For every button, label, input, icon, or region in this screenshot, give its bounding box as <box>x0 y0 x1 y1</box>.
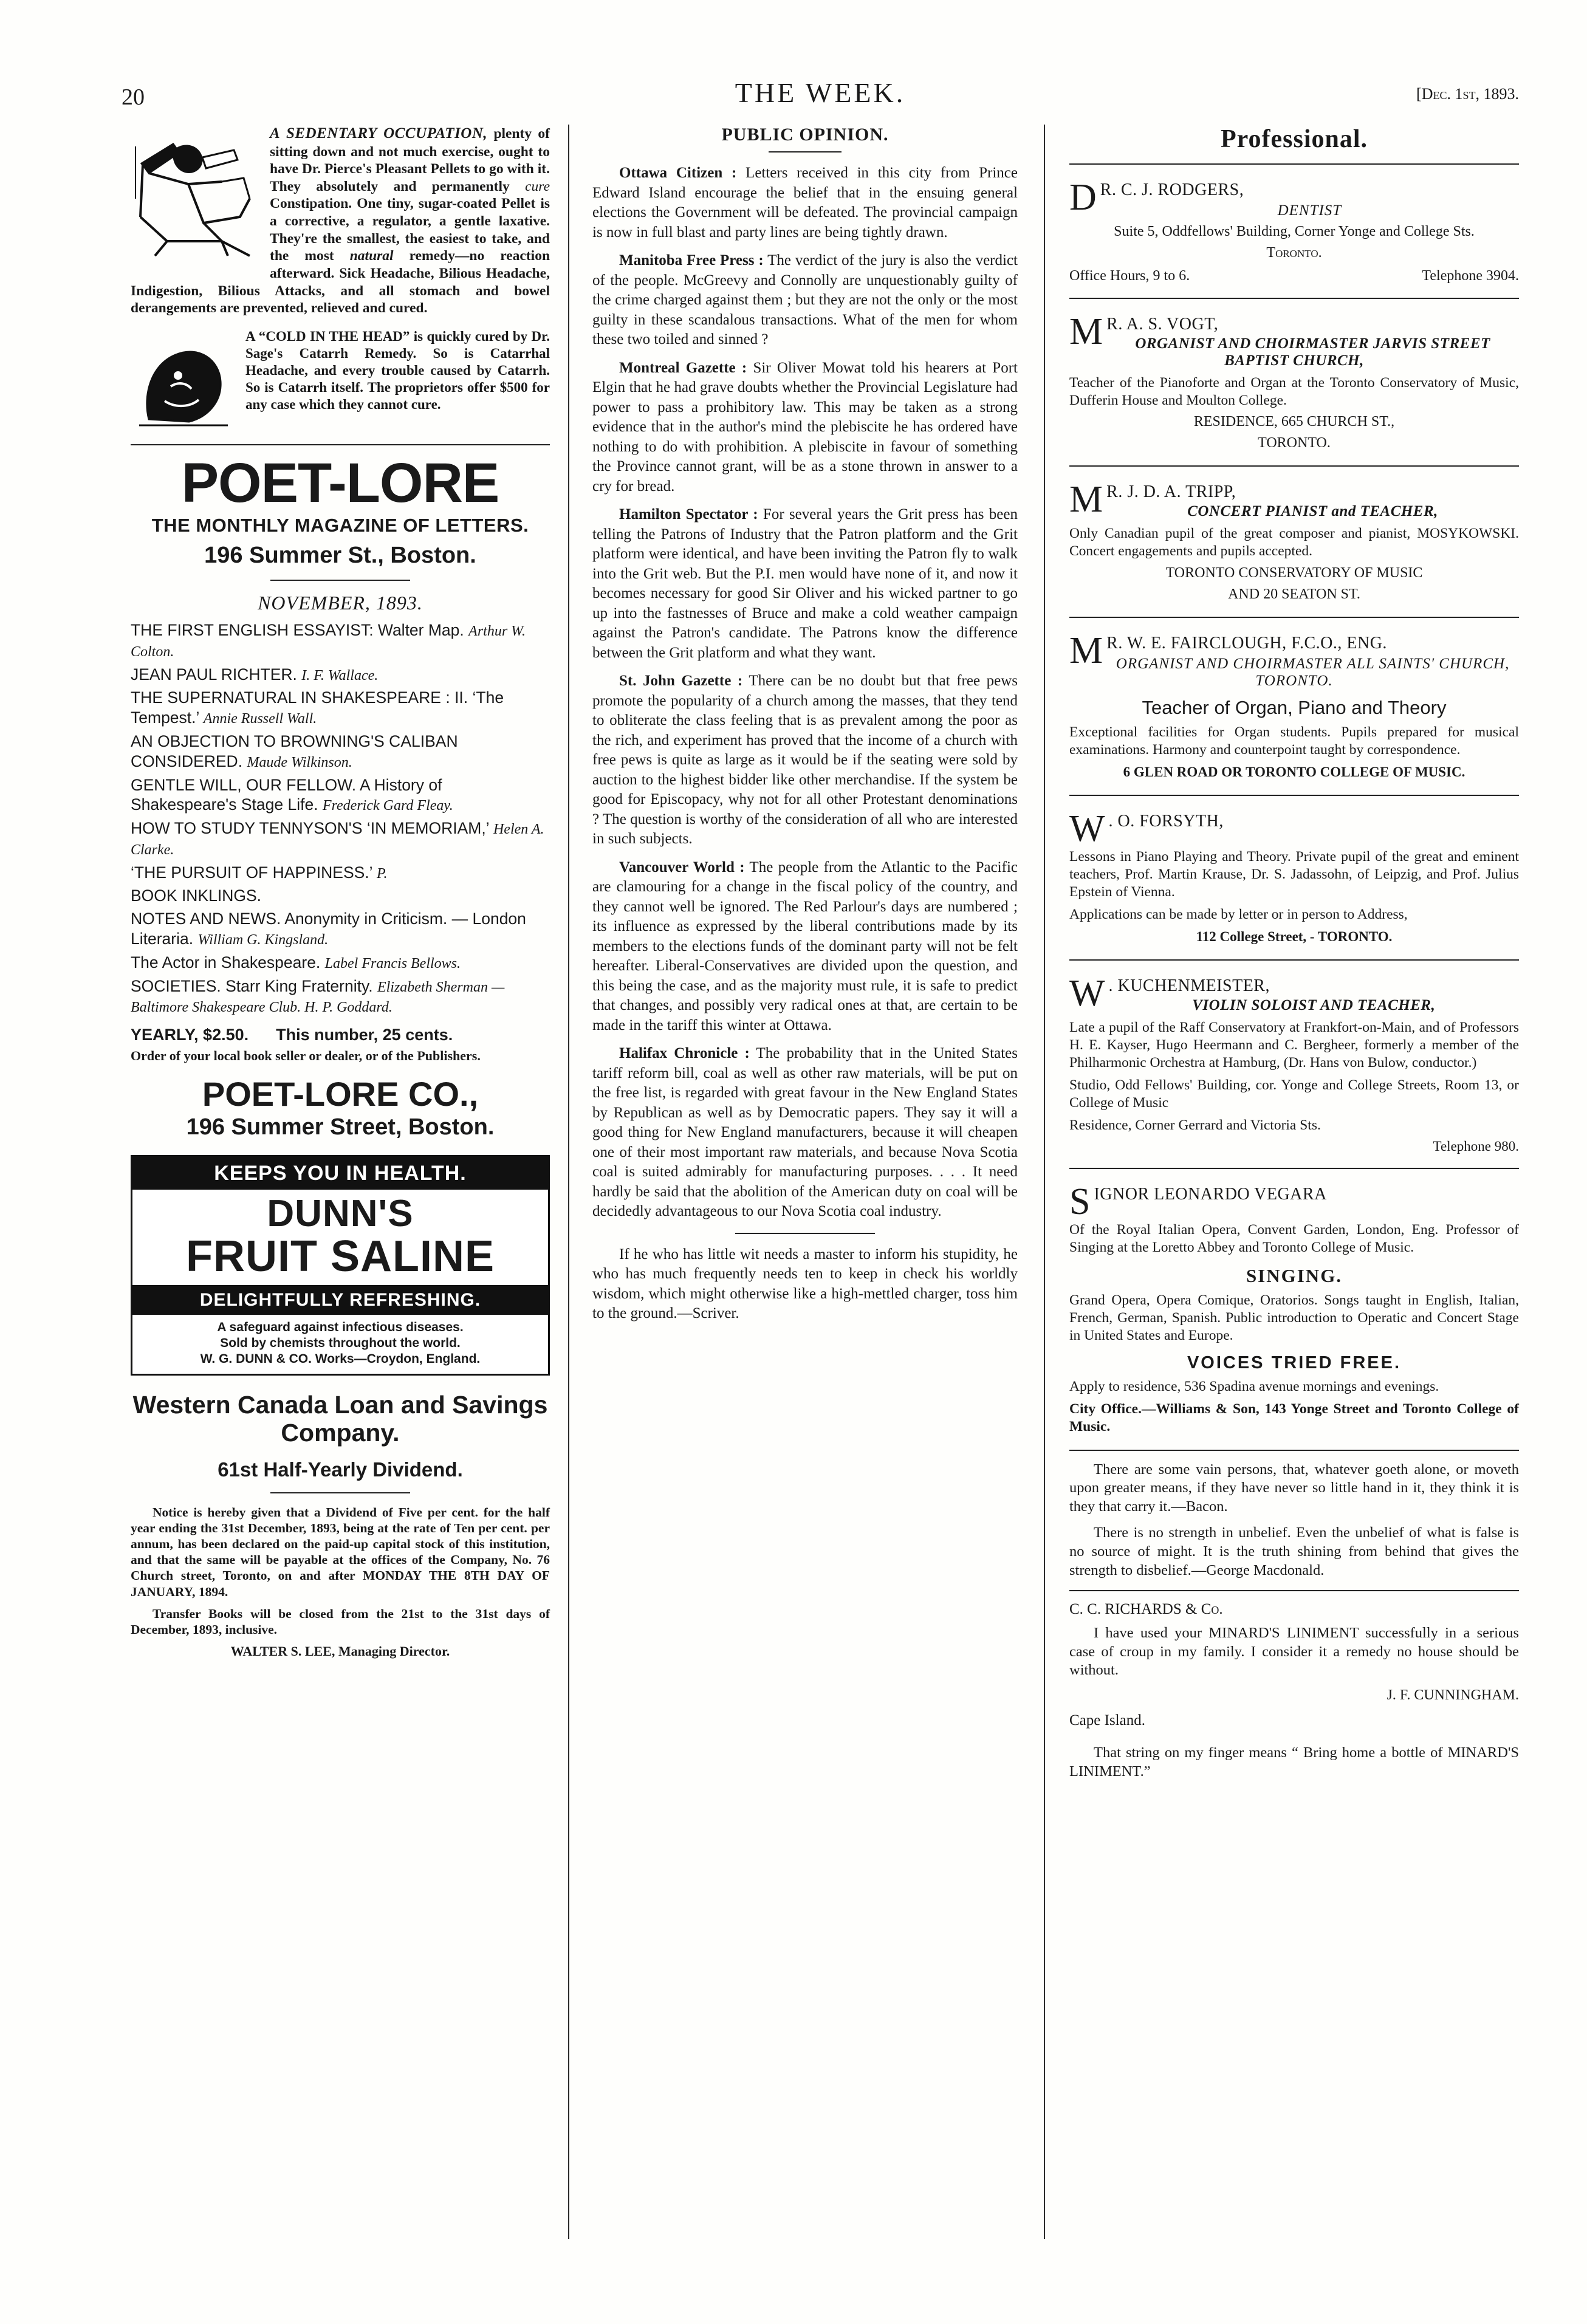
professional-card <box>1069 476 1519 606</box>
dunns-band-bottom: DELIGHTFULLY REFRESHING. <box>132 1285 548 1315</box>
contents-author: Annie Russell Wall. <box>203 711 317 727</box>
ad-lead-text-3: and the most <box>270 230 550 264</box>
card-role: ORGANIST AND CHOIRMASTER JARVIS STREET BAPTIST CHURCH, <box>1135 335 1490 369</box>
seated-reader-illustration <box>131 126 261 269</box>
ad-minards-liniment <box>1069 1601 1519 1781</box>
professional-card <box>1069 970 1519 1158</box>
ad-natural-word: natural <box>349 248 394 264</box>
contents-author: Helen A. Clarke. <box>131 821 544 858</box>
ad-dunns-fruit-saline <box>131 1155 550 1375</box>
contents-author: Arthur W. Colton. <box>131 623 526 660</box>
divider <box>1069 1590 1519 1591</box>
opinion-text: Letters received in this city from Prince Edward Island encourage the belief that in the ensuing general elections the Government will be defeated. The provincial campaign is now in full blast and party lines are being tightly drawn. <box>592 165 1018 241</box>
professional-card <box>1069 1179 1519 1440</box>
drop-cap: M <box>1069 311 1103 352</box>
card-name: R. J. D. A. TRIPP, <box>1106 482 1236 502</box>
card-description: Teacher of the Pianoforte and Organ at the Toronto Conservatory of Music, Dufferin House and Moulton College. <box>1069 375 1519 409</box>
contents-title: AN OBJECTION TO BROWNING'S CALIBAN CONSIDERED. <box>131 732 458 770</box>
contents-title: The Actor in Shakespeare. <box>131 953 321 972</box>
card-role: CONCERT PIANIST and TEACHER, <box>1187 503 1438 520</box>
list-item <box>131 863 550 883</box>
contents-title: HOW TO STUDY TENNYSON'S ‘IN MEMORIAM,’ <box>131 819 489 838</box>
professional-card <box>1069 174 1519 288</box>
professional-card <box>1069 309 1519 456</box>
dunns-fineprint <box>132 1315 548 1374</box>
professional-card <box>1069 806 1519 950</box>
opinion-item <box>592 358 1018 497</box>
opinion-item <box>592 1044 1018 1222</box>
testimonial-signature: J. F. CUNNINGHAM. <box>1386 1687 1519 1704</box>
poet-lore-order-line: Order of your local book seller or dealer, or of the Publishers. <box>131 1048 481 1064</box>
contents-author: Label Francis Bellows. <box>324 955 461 972</box>
dunns-fineprint-1: A safeguard against infectious diseases. <box>217 1320 464 1334</box>
card-address: 112 College Street, - TORONTO. <box>1196 929 1393 944</box>
opinion-text: The probability that in the United States tariff reform bill, coal as well as other raw materials, will be put on the free list, is regarded with great favour in the New England States by Republican as well as by Democratic papers. They say it will a good thing for New England manufacturers, because it will cheapen one of their most important raw materials, and because Nova Scotia coal is suited admirably for manufacturing purposes. . . . It need hardly be said that the abolition of the American duty on coal will be decidedly advantageous to our Nova Scotia coal industry. <box>592 1045 1018 1219</box>
list-item <box>131 953 550 973</box>
drop-cap: W <box>1069 972 1105 1014</box>
opinion-text: There can be no doubt but that free pews promote the popularity of a church among the masses, that they tend to obliterate the class feeling that is as prevalent among the poor as the rich, and experiment has proved that the income of a church with free pews is quite as large as it would be if the seating were sold by auction to the highest bidder like other merchandise. If the system be good for Episcopacy, why not for all other Protestant denominations ? The question is worthy of the consideration of all who are interested in such subjects. <box>592 673 1018 847</box>
opinion-text: The verdict of the jury is also the verdict of the people. McGreevy and Connolly are unquestionably guilty of the crime charged against them ; but they are not the only or the most guilty in these scandalous transactions. What of the men for whom these two toiled and sinned ? <box>592 252 1018 348</box>
column-professional-cards <box>1069 125 1519 1789</box>
card-headline: Teacher of Organ, Piano and Theory <box>1142 696 1447 718</box>
card-office-hours: Office Hours, 9 to 6. <box>1069 268 1190 284</box>
list-item <box>131 886 550 906</box>
contents-title: ‘THE PURSUIT OF HAPPINESS.’ <box>131 863 372 882</box>
card-apply-note: Apply to residence, 536 Spadina avenue mornings and evenings. <box>1069 1379 1439 1395</box>
column-rule-left <box>568 125 569 2239</box>
opinion-text: Sir Oliver Mowat told his hearers at Port Elgin that he had grave doubts whether the Provincial Legislature had power to pass a prohibitory law. This may be taken as a strong evidence that in the author's mind the plebiscite he has ordered have nothing to do with prohibition. A plebiscite in favour of something the Province cannot grant, will be as a stone thrown in answer to a cry for bread. <box>592 359 1018 495</box>
card-repertoire: Grand Opera, Opera Comique, Oratorios. Songs taught in English, Italian, French, German, Spanish. Public introduction to Operatic and Concert Stage in United States and Europe. <box>1069 1292 1519 1343</box>
list-item <box>131 665 550 685</box>
card-offer: VOICES TRIED FREE. <box>1187 1353 1402 1373</box>
wcl-notice-paragraph-2: Transfer Books will be closed from the 21st to the 31st days of December, 1893, inclusive. <box>131 1606 550 1637</box>
card-institution: TORONTO CONSERVATORY OF MUSIC <box>1165 564 1423 581</box>
poet-lore-company-address: 196 Summer Street, Boston. <box>186 1114 495 1140</box>
dunns-fineprint-2: Sold by chemists throughout the world. <box>220 1336 461 1351</box>
divider <box>270 1492 410 1493</box>
opinion-source: Ottawa Citizen : <box>619 165 737 181</box>
yearly-price: YEARLY, $2.50. <box>131 1026 249 1044</box>
wcl-dividend-heading: 61st Half-Yearly Dividend. <box>218 1458 463 1481</box>
ad-cure-word: cure <box>525 178 550 194</box>
dunns-band-top: KEEPS YOU IN HEALTH. <box>132 1157 548 1190</box>
list-item <box>131 976 550 1018</box>
poet-lore-company: POET-LORE CO., <box>202 1074 479 1113</box>
ad-western-canada-loan <box>131 1391 550 1660</box>
drop-cap: M <box>1069 629 1103 671</box>
card-name: . O. FORSYTH, <box>1108 811 1224 831</box>
opinion-item <box>592 163 1018 242</box>
list-item <box>131 775 550 816</box>
contents-title: BOOK INKLINGS. <box>131 886 262 905</box>
card-description: Late a pupil of the Raff Conservatory at Frankfort-on-Main, and of Professors H. E. Kayser, Hugo Heermann and C. Bergheer, formerly a member of the Philharmonic Orchestra at Hamburg, (Dr. Hans von Bulow, conductor.) <box>1069 1019 1519 1071</box>
poet-lore-contents <box>131 620 550 1017</box>
divider <box>1069 795 1519 796</box>
ad-poet-lore <box>131 452 550 1140</box>
opinion-source: Vancouver World : <box>619 859 745 876</box>
poet-lore-subtitle: THE MONTHLY MAGAZINE OF LETTERS. <box>151 515 529 536</box>
divider <box>1069 1168 1519 1169</box>
divider <box>1069 1450 1519 1451</box>
publication-title: THE WEEK. <box>735 77 906 108</box>
divider <box>735 1233 875 1234</box>
section-heading-professional: Professional. <box>1220 125 1368 153</box>
head-profile-illustration <box>131 328 237 434</box>
page-number: 20 <box>122 84 145 110</box>
opinion-source: St. John Gazette : <box>619 673 743 689</box>
card-name: R. A. S. VOGT, <box>1106 315 1219 334</box>
contents-author: Maude Wilkinson. <box>247 754 352 770</box>
section-heading-public-opinion: PUBLIC OPINION. <box>721 125 889 145</box>
card-city-office: City Office.—Williams & Son, 143 Yonge Street and Toronto College of Music. <box>1069 1401 1519 1435</box>
contents-author: William G. Kingsland. <box>197 932 329 948</box>
card-name: R. W. E. FAIRCLOUGH, F.C.O., ENG. <box>1106 633 1387 653</box>
contents-author: I. F. Wallace. <box>301 667 379 684</box>
contents-title: SOCIETIES. Starr King Fraternity. <box>131 976 373 995</box>
card-description: Exceptional facilities for Organ students. Pupils prepared for musical examinations. Harmony and counterpoint taught by correspondence. <box>1069 724 1519 758</box>
contents-author: Frederick Gard Fleay. <box>322 798 453 814</box>
liniment-tagline: That string on my finger means “ Bring home a bottle of MINARD'S LINIMENT.” <box>1069 1744 1519 1780</box>
wcl-notice-body <box>131 1504 550 1638</box>
card-telephone: Telephone 980. <box>1433 1138 1519 1154</box>
dunns-brand: DUNN'S <box>267 1193 414 1235</box>
opinion-source: Halifax Chronicle : <box>619 1045 750 1061</box>
ad-catarrh-text: A “COLD IN THE HEAD” is quickly cured by Dr. Sage's Catarrh Remedy. So is Catarrhal Headache, and every trouble caused by Catarrh. So is Catarrh itself. The proprietors offer $500 for any case which they cannot cure. <box>245 329 550 413</box>
card-name: R. C. J. RODGERS, <box>1100 180 1244 199</box>
card-role: DENTIST <box>1277 202 1342 219</box>
testimonial-place: Cape Island. <box>1069 1712 1145 1729</box>
ad-pierce-pellets <box>131 125 550 317</box>
divider <box>1069 465 1519 467</box>
list-item <box>131 688 550 728</box>
card-role: VIOLIN SOLOIST AND TEACHER, <box>1192 996 1436 1013</box>
drop-cap: D <box>1069 177 1097 218</box>
contents-title: JEAN PAUL RICHTER. <box>131 665 297 684</box>
card-address: AND 20 SEATON ST. <box>1228 586 1360 602</box>
card-city: TORONTO. <box>1258 435 1331 451</box>
opinion-text: For several years the Grit press has been telling the Patrons of Industry that the Patron platform and the Grit platform were identical, and have been inviting the Patron fly to walk into the Grit web. But the P.I. men would have none of it, and now it becomes necessary for good Sir Oliver and his wicked partner to go up into the fastnesses of Bruce and make a cold weather campaign against the Patron's candidate. The Patrons know the difference between the Grit platform and what they want. <box>592 506 1018 661</box>
divider <box>1069 617 1519 618</box>
opinion-source: Manitoba Free Press : <box>619 252 764 269</box>
ad-headline: A SEDENTARY OCCUPATION, <box>270 125 488 142</box>
dunns-product: FRUIT SALINE <box>186 1232 495 1281</box>
single-issue-price: This number, 25 cents. <box>276 1026 453 1044</box>
contents-title: GENTLE WILL, OUR FELLOW. A History of Shakespeare's Stage Life. <box>131 775 442 814</box>
ad-lead-text: plenty of sitting down and not much exercise, ought to have Dr. Pierce's Pleasant Pellets to go with it. They absolutely and permanently <box>270 126 550 194</box>
list-item <box>131 732 550 772</box>
drop-cap: M <box>1069 479 1103 521</box>
card-residence: RESIDENCE, 665 CHURCH ST., <box>1193 414 1395 430</box>
opinion-source: Montreal Gazette : <box>619 359 747 376</box>
divider <box>1069 163 1519 165</box>
contents-author: P. <box>376 865 388 882</box>
card-service-heading: SINGING. <box>1246 1264 1343 1286</box>
testimonial-addressee: C. C. RICHARDS & Co. <box>1069 1600 1223 1617</box>
list-item <box>131 818 550 860</box>
poet-lore-title: POET-LORE <box>181 452 499 515</box>
card-description: Of the Royal Italian Opera, Convent Garden, London, Eng. Professor of Singing at the Loretto Abbey and Toronto College of Music. <box>1069 1221 1519 1255</box>
poet-lore-issue-month: NOVEMBER, 1893. <box>258 592 423 614</box>
opinion-item <box>592 505 1018 663</box>
professional-card <box>1069 628 1519 785</box>
filler-quote: There are some vain persons, that, whatever goeth alone, or moveth upon greater means, if they have never so little hand in it, they think it is they that carry it.—Bacon. <box>1069 1461 1519 1515</box>
contents-title: THE SUPERNATURAL IN SHAKESPEARE : II. ‘The Tempest.’ <box>131 688 504 727</box>
filler-quote: There is no strength in unbelief. Even the unbelief of what is false is no source of might. It is the truth shining from behind that gives the strength to disbelief.—George Macdonald. <box>1069 1524 1519 1578</box>
card-city: Toronto. <box>1266 245 1322 261</box>
card-description: Only Canadian pupil of the great composer and pianist, MOSYKOWSKI. Concert engagements and pupils accepted. <box>1069 526 1519 560</box>
divider <box>1069 959 1519 961</box>
card-address: Suite 5, Oddfellows' Building, Corner Yonge and College Sts. <box>1114 224 1475 239</box>
drop-cap: S <box>1069 1181 1091 1222</box>
card-application-note: Applications can be made by letter or in person to Address, <box>1069 906 1408 922</box>
closing-maxim: If he who has little wit needs a master to inform his stupidity, he who has much frequently needs ten to keep in check his worldly wisdom, which might otherwise like a high-mettled charger, toss him to the ground.—Scriver. <box>592 1246 1018 1321</box>
card-residence: Residence, Corner Gerrard and Victoria Sts. <box>1069 1117 1321 1134</box>
list-item <box>131 909 550 950</box>
ad-catarrh-remedy <box>131 328 550 434</box>
wcl-company-name: Western Canada Loan and Savings Company. <box>132 1390 548 1447</box>
divider <box>769 151 841 153</box>
wcl-notice-paragraph-1: Notice is hereby given that a Dividend of Five per cent. for the half year ending the 31st December, 1893, being at the rate of Ten per cent. per annum, has been declared on the paid-up capital stock of this institution, and that the same will be payable at the offices of the Company, No. 76 Church street, Toronto, on and after MONDAY THE 8TH DAY OF JANUARY, 1894. <box>131 1504 550 1599</box>
drop-cap: W <box>1069 807 1105 849</box>
column-rule-right <box>1044 125 1045 2239</box>
divider <box>1069 298 1519 299</box>
opinion-text: The people from the Atlantic to the Pacific are clamouring for a change in the fiscal policy of the country, and they cannot well be ignored. The Red Parlour's days are numbered ; its influence as expressed by the liberal contributions made by its members to the elections funds of the dominant party will not be felt hereafter. Liberal-Conservatives are divided upon the question, and this being the case, and as the majority must rule, it is safe to predict that changes, and possibly very radical ones at that, are certain to be made in the tariff this winter at Ottawa. <box>592 859 1018 1033</box>
contents-author: Elizabeth Sherman — Baltimore Shakespeare Club. H. P. Goddard. <box>131 979 505 1016</box>
opinion-source: Hamilton Spectator : <box>619 506 758 523</box>
poet-lore-address: 196 Summer St., Boston. <box>204 543 476 569</box>
ad-lead-text-4: remedy—no reaction afterward. Sick Headache, Bilious Headache, Indigestion, Bilious Attacks, and all stomach and bowel derangements are prevented, relieved and cured. <box>131 248 550 317</box>
opinion-item <box>592 671 1018 849</box>
card-telephone: Telephone 3904. <box>1422 268 1519 284</box>
divider <box>270 580 410 581</box>
column-public-opinion <box>592 125 1018 1332</box>
wcl-signature: WALTER S. LEE, Managing Director. <box>230 1644 450 1659</box>
card-name: . KUCHENMEISTER, <box>1108 976 1270 995</box>
card-role: ORGANIST AND CHOIRMASTER ALL SAINTS' CHURCH, TORONTO. <box>1116 655 1510 689</box>
ad-lead-text-2: Constipation. One tiny, sugar-coated Pellet is a corrective, a regulator, a gentle laxative. They're the smallest, the easiest to take, <box>270 196 550 247</box>
opinion-item <box>592 858 1018 1036</box>
card-name: IGNOR LEONARDO VEGARA <box>1094 1184 1327 1204</box>
testimonial-body: I have used your MINARD'S LINIMENT successfully in a serious case of croup in my family. I consider it a remedy no house should be without. <box>1069 1624 1519 1679</box>
issue-date: [Dec. 1st, 1893. <box>1416 85 1519 103</box>
card-description: Lessons in Piano Playing and Theory. Private pupil of the great and eminent teachers, Prof. Martin Krause, Dr. S. Jadassohn, of Leipzig, and Prof. Julius Epstein of Vienna. <box>1069 848 1519 900</box>
contents-title: NOTES AND NEWS. Anonymity in Criticism. — London Literaria. <box>131 910 526 948</box>
divider <box>131 444 550 445</box>
column-advertisements <box>131 125 550 1659</box>
poet-lore-price-line <box>131 1026 550 1044</box>
list-item <box>131 620 550 662</box>
dunns-fineprint-3: W. G. DUNN & CO. Works—Croydon, England. <box>200 1352 481 1366</box>
page-masthead <box>122 73 1519 115</box>
opinion-item <box>592 251 1018 350</box>
contents-title: THE FIRST ENGLISH ESSAYIST: Walter Map. <box>131 621 464 640</box>
card-address: 6 GLEN ROAD OR TORONTO COLLEGE OF MUSIC. <box>1123 764 1465 780</box>
card-studio: Studio, Odd Fellows' Building, cor. Yonge and College Streets, Room 13, or College of Music <box>1069 1077 1519 1111</box>
